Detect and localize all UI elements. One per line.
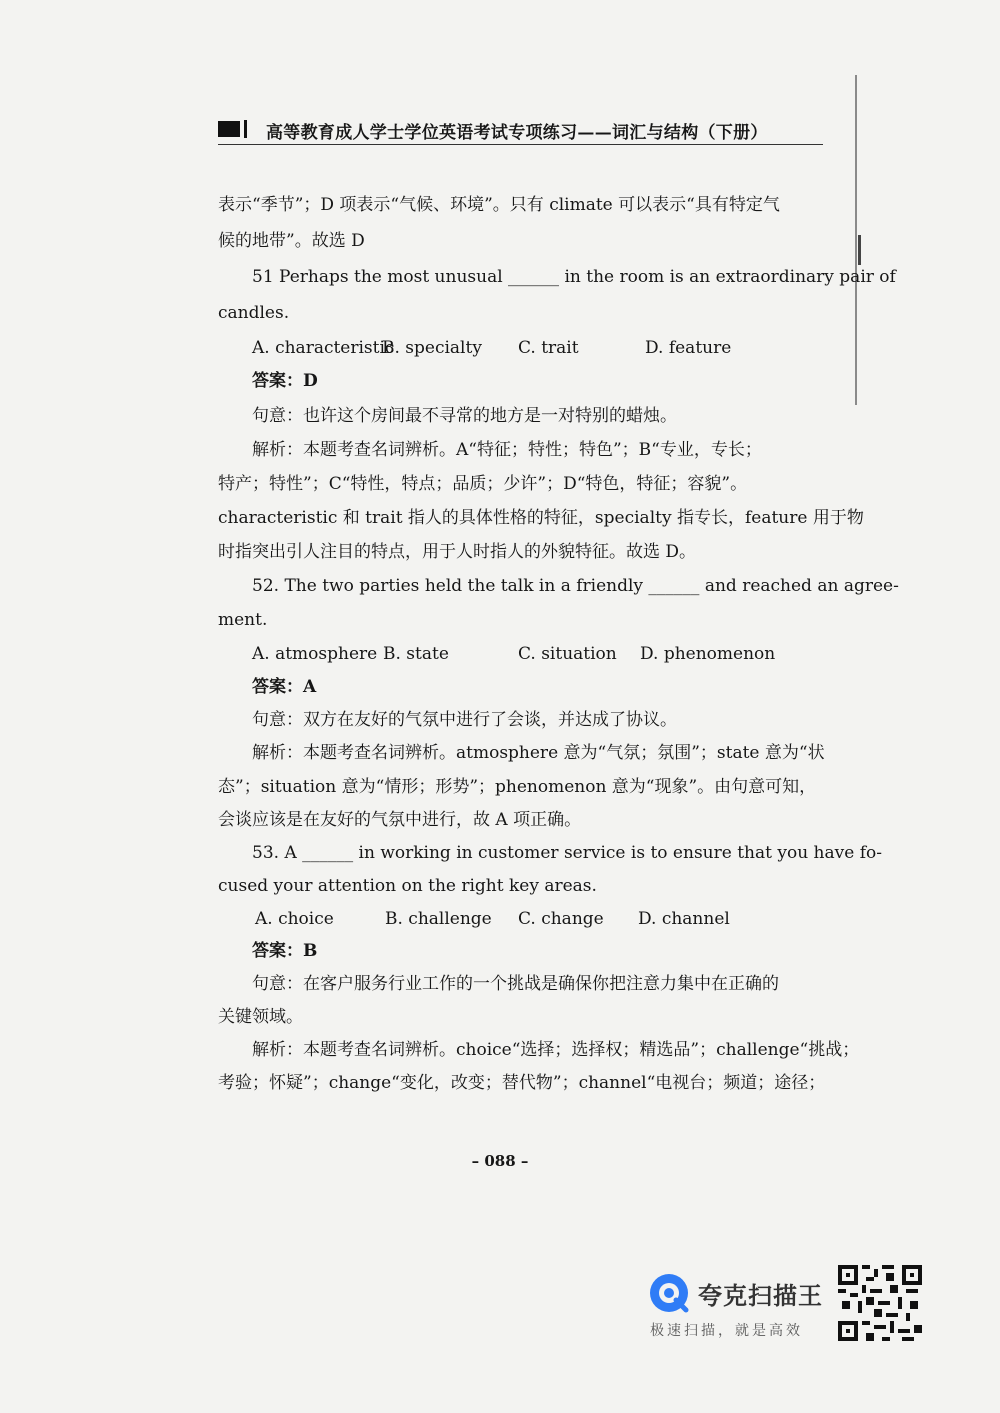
q51-answer: 答案：D (252, 371, 318, 391)
q53-analysis-line-2: 考验；怀疑”；change“变化，改变；替代物”；channel“电视台；频道；途径； (218, 1073, 826, 1093)
q52-option-b: B. state (383, 644, 449, 664)
prev-answer-line-2: 候的地带”。故选 D (218, 231, 365, 251)
qr-code-icon (838, 1265, 922, 1341)
q52-option-a: A. atmosphere (252, 644, 378, 664)
quark-logo-icon (648, 1272, 690, 1314)
q52-stem-line-1: 52. The two parties held the talk in a friendly ______ and reached an agree- (252, 576, 899, 596)
q51-stem-line-1: 51 Perhaps the most unusual ______ in the room is an extraordinary pair of (252, 267, 896, 287)
q51-option-b: B. specialty (382, 338, 482, 358)
q51-option-a: A. characteristic (252, 338, 395, 358)
header-title: 高等教育成人学士学位英语考试专项练习——词汇与结构（下册） (266, 123, 768, 143)
q52-analysis-line-2: 态”；situation 意为“情形；形势”；phenomenon 意为“现象”。由句意可知， (218, 777, 817, 797)
q51-analysis-line-2: 特产；特性”；C“特性，特点；品质；少许”；D“特色，特征；容貌”。 (218, 474, 748, 494)
q53-meaning-line-1: 句意：在客户服务行业工作的一个挑战是确保你把注意力集中在正确的 (252, 974, 779, 994)
q53-option-d: D. channel (638, 909, 730, 929)
q53-meaning-line-2: 关键领域。 (218, 1007, 303, 1027)
q51-stem-line-2: candles. (218, 303, 290, 323)
q53-option-b: B. challenge (385, 909, 492, 929)
page-edge-mark (858, 235, 861, 265)
running-header (218, 118, 823, 144)
q51-option-c: C. trait (518, 338, 579, 358)
q51-option-d: D. feature (645, 338, 732, 358)
q53-analysis-line-1: 解析：本题考查名词辨析。choice“选择；选择权；精选品”；challenge“挑战； (252, 1040, 860, 1060)
q52-meaning: 句意：双方在友好的气氛中进行了会谈，并达成了协议。 (252, 710, 677, 730)
watermark-slogan: 极速扫描，就是高效 (650, 1323, 803, 1339)
prev-answer-line-1: 表示“季节”；D 项表示“气候、环境”。只有 climate 可以表示“具有特定气 (218, 195, 780, 215)
q52-stem-line-2: ment. (218, 610, 268, 630)
q53-option-a: A. choice (255, 909, 334, 929)
q52-analysis-line-3: 会谈应该是在友好的气氛中进行，故 A 项正确。 (218, 810, 582, 830)
header-rule (218, 144, 823, 145)
q53-option-c: C. change (518, 909, 604, 929)
scanner-watermark (648, 1266, 838, 1346)
page-edge-line (855, 75, 857, 405)
q51-analysis-line-3: characteristic 和 trait 指人的具体性格的特征，specialty 指专长，feature 用于物 (218, 508, 864, 528)
q52-analysis-line-1: 解析：本题考查名词辨析。atmosphere 意为“气氛；氛围”；state 意为“状 (252, 743, 825, 763)
q53-stem-line-2: cused your attention on the right key areas. (218, 876, 597, 896)
q52-answer: 答案：A (252, 677, 317, 697)
watermark-app-name: 夸克扫描王 (698, 1282, 823, 1310)
q52-option-d: D. phenomenon (640, 644, 776, 664)
header-bar-icon (244, 120, 247, 138)
q53-stem-line-1: 53. A ______ in working in customer service is to ensure that you have fo- (252, 843, 882, 863)
q51-analysis-line-4: 时指突出引人注目的特点，用于人时指人的外貌特征。故选 D。 (218, 542, 697, 562)
q53-answer: 答案：B (252, 941, 318, 961)
q52-option-c: C. situation (518, 644, 617, 664)
q51-meaning: 句意：也许这个房间最不寻常的地方是一对特别的蜡烛。 (252, 406, 677, 426)
header-block-icon (218, 121, 240, 137)
page-number: – 088 – (471, 1152, 529, 1170)
q51-analysis-line-1: 解析：本题考查名词辨析。A“特征；特性；特色”；B“专业，专长； (252, 440, 762, 460)
